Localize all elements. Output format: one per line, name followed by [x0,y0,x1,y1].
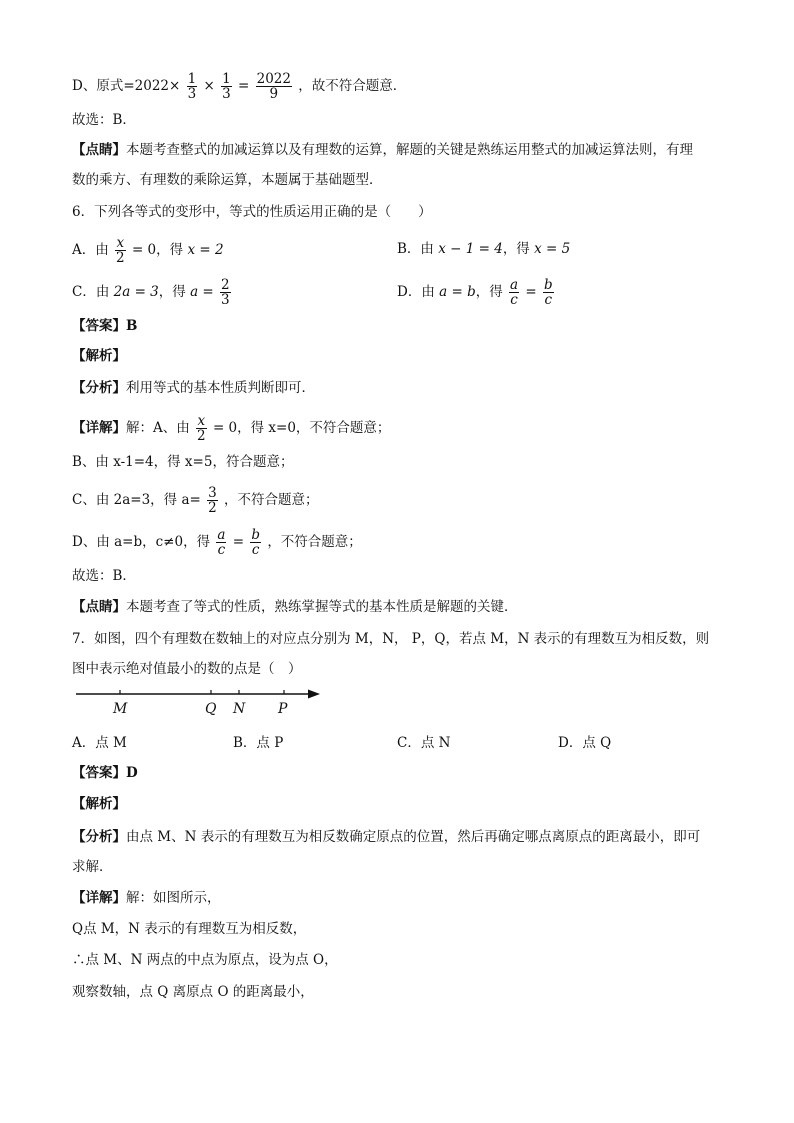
option-d-calc-line: D、原式=2022× $\frac{1}{3}$ × $\frac{1}{3}$ = $\frac{2022}{9}$ ，故不符合题意． [72,71,407,102]
fraction: $\frac{1}{3}$ [222,71,231,102]
q6-choose: 故选：B． [72,568,136,584]
axis-arrow-icon [308,690,320,699]
q7-xiangjie-line-2: Q点 M，N 表示的有理数互为相反数， [72,921,307,937]
dianjing-line-1: 【点睛】本题考查整式的加减运算以及有理数的运算，解题的关键是熟练运用整式的加减运算法则，有理 [72,142,693,158]
q7-option-b: B．点 P [233,735,284,751]
q6-jiexi: 【解析】 [72,348,126,364]
q7-stem-line-2: 图中表示绝对值最小的数的点是（ ） [72,661,302,677]
fraction: $\frac{2022}{9}$ [256,71,291,102]
q6-xiangjie-d: D、由 a=b，c≠0，得 $\frac{a}{c}$ = $\frac{b}{c}$ ，不符合题意； [72,527,362,558]
q6-option-c: C．由 2a = 3，得 a = $\frac{2}{3}$ [72,277,230,308]
axis-label-m: M [113,701,128,717]
q7-answer: 【答案】D [72,765,138,781]
fraction: $\frac{x}{2}$ [197,413,206,444]
q6-stem: 6．下列各等式的变形中，等式的性质运用正确的是（ ） [72,204,432,220]
q7-stem-line-1: 7．如图，四个有理数在数轴上的对应点分别为 M，N， P，Q，若点 M，N 表示的有理数互为相反数，则 [72,631,710,647]
q6-xiangjie-a: 【详解】解：A、由 $\frac{x}{2}$ = 0，得 x=0，不符合题意； [72,413,391,444]
q7-jiexi: 【解析】 [72,796,126,812]
q6-xiangjie-b: B、由 x-1=4，得 x=5，符合题意； [72,454,294,470]
dianjing-line-2: 数的乘方、有理数的乘除运算，本题属于基础题型． [72,172,383,188]
axis-label-q: Q [205,701,217,717]
q7-fenxi-line-1: 【分析】由点 M、N 表示的有理数互为相反数确定原点的位置，然后再确定哪点离原点的距离最小，即可 [72,829,701,845]
axis-label-p: P [278,701,288,717]
fraction: $\frac{a}{c}$ [510,277,519,308]
q7-option-d: D．点 Q [558,735,612,751]
fraction: $\frac{3}{2}$ [208,485,217,516]
fraction: $\frac{1}{3}$ [187,71,197,102]
q7-fenxi-line-2: 求解． [72,859,113,875]
q6-dianjing: 【点睛】本题考查了等式的性质，熟练掌握等式的基本性质是解题的关键． [72,599,518,615]
fraction: $\frac{b}{c}$ [251,527,261,558]
q7-xiangjie-line-4: 观察数轴，点 Q 离原点 O 的距离最小， [72,984,314,1000]
q6-fenxi: 【分析】利用等式的基本性质判断即可． [72,380,315,396]
q6-answer: 【答案】B [72,318,138,334]
q6-xiangjie-c: C、由 2a=3，得 a= $\frac{3}{2}$ ，不符合题意； [72,485,319,516]
axis-label-n: N [233,701,246,717]
q6-option-d: D．由 a = b，得 $\frac{a}{c}$ = $\frac{b}{c}$ [397,277,553,308]
q7-xiangjie-line-3: ∴点 M、N 两点的中点为原点，设为点 O， [72,952,338,968]
fraction: $\frac{b}{c}$ [543,277,553,308]
fraction: $\frac{2}{3}$ [221,277,230,308]
number-line-diagram [70,684,330,708]
fraction: $\frac{a}{c}$ [217,527,226,558]
fraction: $\frac{x}{2}$ [116,235,125,266]
q7-option-c: C．点 N [397,735,451,751]
q6-option-a: A．由 $\frac{x}{2}$ = 0，得 x = 2 [72,235,224,266]
q7-xiangjie-line-1: 【详解】解：如图所示， [72,890,221,906]
q6-option-b: B．由 x − 1 = 4，得 x = 5 [397,241,571,257]
q7-option-a: A．点 M [72,735,127,751]
choose-line: 故选：B． [72,112,136,128]
